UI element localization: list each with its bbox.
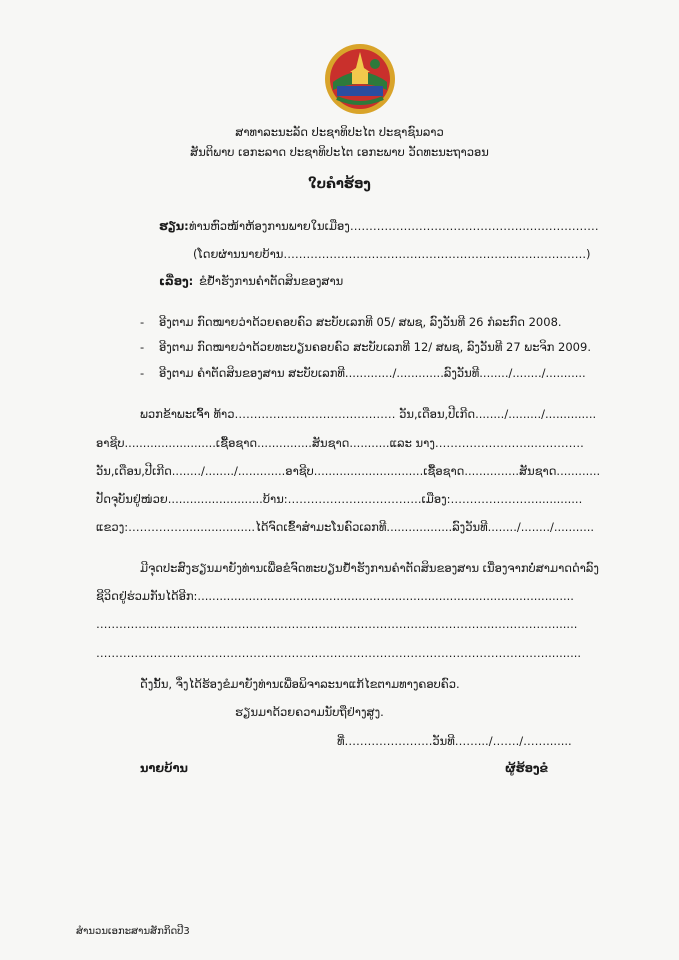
national-emblem <box>323 42 397 116</box>
reference-bullet: - <box>140 366 145 380</box>
body-line: ວັນ,ເດືອນ,ປີເກີດ......../......../.............ອາຊີບ..............................ເຊື້ອຊາດ...............ສັນຊາດ............ <box>96 464 601 478</box>
closing-respect: ຮຽນມາດ້ວຍຄວາມນັບຖືຢ່າງສູງ. <box>235 705 384 719</box>
reference-item: ອີງຕາມ ກົດໝາຍວ່າດ້ວຍຄອບຄົວ ສະບັບເລກທີ 05/ ສພຊ, ລົງວັນທີ 26 ກໍລະກົດ 2008. <box>159 315 562 329</box>
reference-item: ອີງຕາມ ຄຳຕັດສິນຂອງສານ ສະບັບເລກທີ............./.............ລົງວັນທີ......../......../........... <box>159 366 586 380</box>
address-to-line: ທ່ານຫົວໜ້າຫ້ອງການພາຍໃນເມືອງ………………………………………..……………… <box>189 219 599 233</box>
subject-text: ຂໍຢ້ຳຮັງການຄຳຕັດສິນຂອງສານ <box>199 274 344 288</box>
national-motto: ສັນຕິພາບ ເອກະລາດ ປະຊາທິປະໄຕ ເອກະພາບ ວັດທະນະຖາວອນ <box>190 145 489 159</box>
subject-label: ເລື່ອງ: <box>159 274 194 288</box>
footer-note: ສຳນວນເອກະສານສັກກິດປີ3 <box>76 926 190 937</box>
body-line: ອາຊີບ.........................ເຊື້ອຊາດ...............ສັນຊາດ...........ແລະ ນາງ……………………..…………. <box>96 436 584 450</box>
village-chief-signature-label: ນາຍບ້ານ <box>140 761 188 775</box>
reference-bullet: - <box>140 315 145 329</box>
applicant-signature-label: ຜູ້ຮ້ອງຂໍ <box>505 761 549 775</box>
country-name: ສາທາລະນະລັດ ປະຊາທິປະໄຕ ປະຊາຊົນລາວ <box>235 125 444 139</box>
address-label: ຮຽນ: <box>159 219 189 233</box>
reference-item: ອີງຕາມ ກົດໝາຍວ່າດ້ວຍທະບຽນຄອບຄົວ ສະບັບເລກທີ 12/ ສພຊ, ລົງວັນທີ 27 ພະຈິກ 2009. <box>159 340 591 354</box>
purpose-line: ຊີວິດຢູ່ຮ່ວມກັນໄດ້ອີກ:....................................................................................................... <box>96 589 574 603</box>
body-line: ປັດຈຸບັນຢູ່ໜ່ວຍ..........................ບ້ານ:……………………………..ເມືອງ:………………….............. <box>96 492 583 506</box>
reference-bullet: - <box>140 340 145 354</box>
purpose-line: …………………………………………………………………………………………..……………....... <box>96 617 578 631</box>
address-via-line: (ໂດຍຜ່ານນາຍບ້ານ…………………………………………………………………….) <box>193 247 591 261</box>
purpose-line: ……………………………………………………………………………………………………….......... <box>96 646 582 660</box>
body-line: ພວກຂ້າພະເຈົ້າ ທ້າວ…………………………………… ວັນ,ເດືອນ,ປີເກີດ......../........./.............. <box>140 407 597 421</box>
body-line: ແຂວງ:……………...................ໄດ້ຈົດເຂົ້າສຳມະໂນຄົວເລກທີ..................ລົງວັນທີ......../......../........... <box>96 520 595 534</box>
document-title: ໃບຄຳຮ້ອງ <box>308 177 371 192</box>
closing-request: ດັ່ງນັ້ນ, ຈຶ່ງໄດ້ຮ້ອງຂໍມາຍັງທ່ານເພື່ອພິຈາລະນາແກ້ໄຂຕາມທາງຄອບຄົວ. <box>140 677 460 691</box>
date-line: ທີ່…………………..ວັນທີ…….../……./……....... <box>337 734 572 748</box>
purpose-line: ມີຈຸດປະສົງຮຽນມາຍັງທ່ານເພື່ອຂໍຈົດທະບຽນຢ້ຳຮັງການຄຳຕັດສິນຂອງສານ ເນື່ອງຈາກບໍ່ສາມາດດຳລົງ <box>140 561 599 575</box>
